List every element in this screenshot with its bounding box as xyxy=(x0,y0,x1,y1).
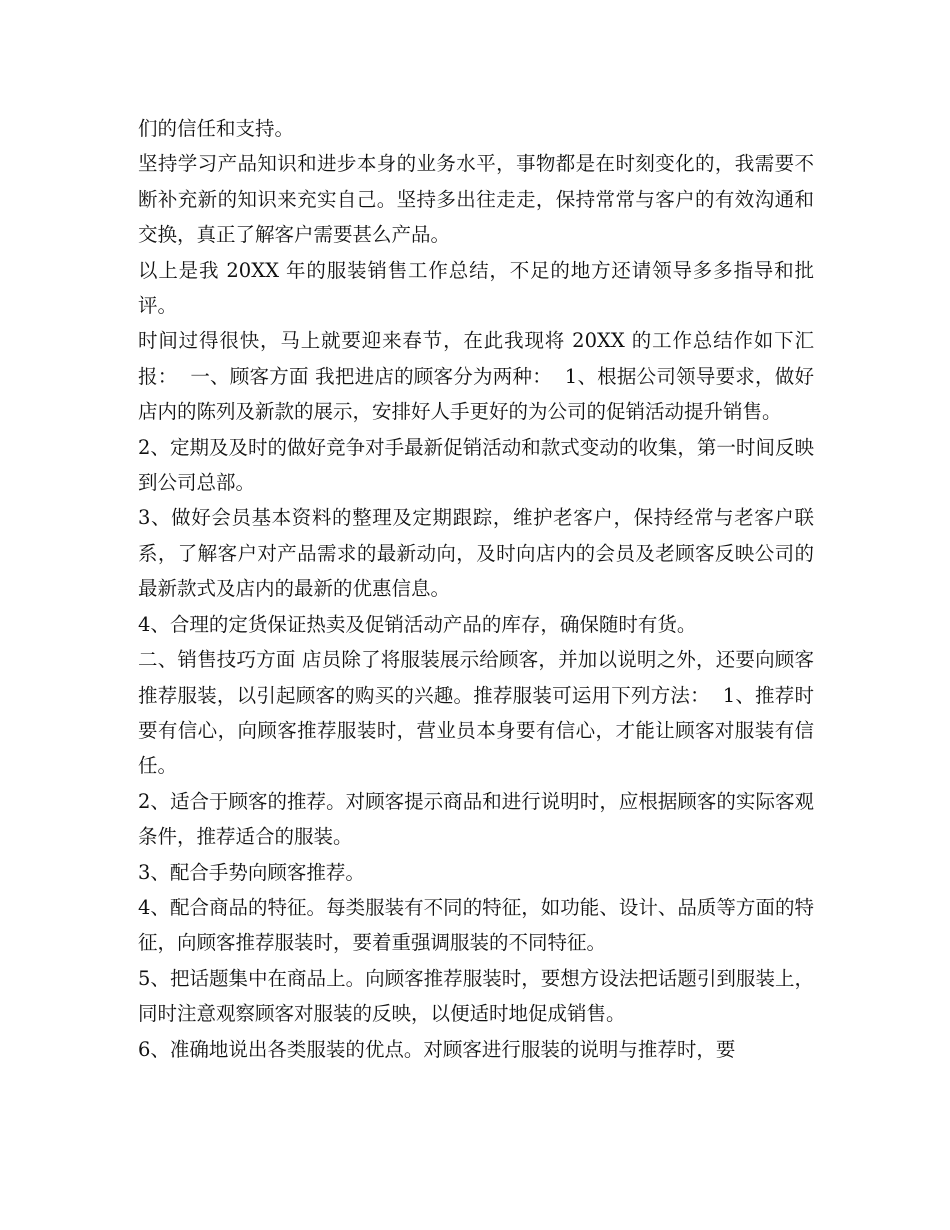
paragraph: 坚持学习产品知识和进步本身的业务水平，事物都是在时刻变化的，我需要不断补充新的知识来充实自己。坚持多出往走走，保持常常与客户的有效沟通和交换，真正了解客户需要甚么产品。 xyxy=(138,152,814,247)
paragraph: 4、合理的定货保证热卖及促销活动产品的库存，确保随时有货。 xyxy=(138,612,697,636)
paragraph: 6、准确地说出各类服装的优点。对顾客进行服装的说明与推荐时，要 xyxy=(138,1037,736,1061)
paragraph: 3、做好会员基本资料的整理及定期跟踪，维护老客户，保持经常与老客户联系，了解客户对产品需求的最新动向，及时向店内的会员及老顾客反映公司的最新款式及店内的最新的优惠信息。 xyxy=(138,506,814,601)
paragraph: 3、配合手势向顾客推荐。 xyxy=(138,860,365,884)
paragraph: 时间过得很快，马上就要迎来春节，在此我现将 20XX 的工作总结作如下汇报： 一、顾客方面 我把进店的顾客分为两种： 1、根据公司领导要求，做好店内的陈列及新款的展示，安排好人手更好的为公司的促销活动提升销售。 xyxy=(138,329,814,424)
paragraph: 二、销售技巧方面 店员除了将服装展示给顾客，并加以说明之外，还要向顾客推荐服装，以引起顾客的购买的兴趣。推荐服装可运用下列方法： 1、推荐时要有信心，向顾客推荐服装时，营业员本身要有信心，才能让顾客对服装有信任。 xyxy=(138,648,814,778)
paragraph: 以上是我 20XX 年的服装销售工作总结，不足的地方还请领导多多指导和批评。 xyxy=(138,258,814,318)
document-body xyxy=(138,111,814,1067)
paragraph: 5、把话题集中在商品上。向顾客推荐服装时，要想方设法把话题引到服装上，同时注意观察顾客对服装的反映，以便适时地促成销售。 xyxy=(138,966,814,1026)
paragraph: 2、适合于顾客的推荐。对顾客提示商品和进行说明时，应根据顾客的实际客观条件，推荐适合的服装。 xyxy=(138,789,814,849)
paragraph: 们的信任和支持。 xyxy=(138,117,295,140)
paragraph: 2、定期及及时的做好竞争对手最新促销活动和款式变动的收集，第一时间反映到公司总部。 xyxy=(138,435,814,495)
paragraph: 4、配合商品的特征。每类服装有不同的特征，如功能、设计、品质等方面的特征，向顾客推荐服装时，要着重强调服装的不同特征。 xyxy=(138,895,814,955)
